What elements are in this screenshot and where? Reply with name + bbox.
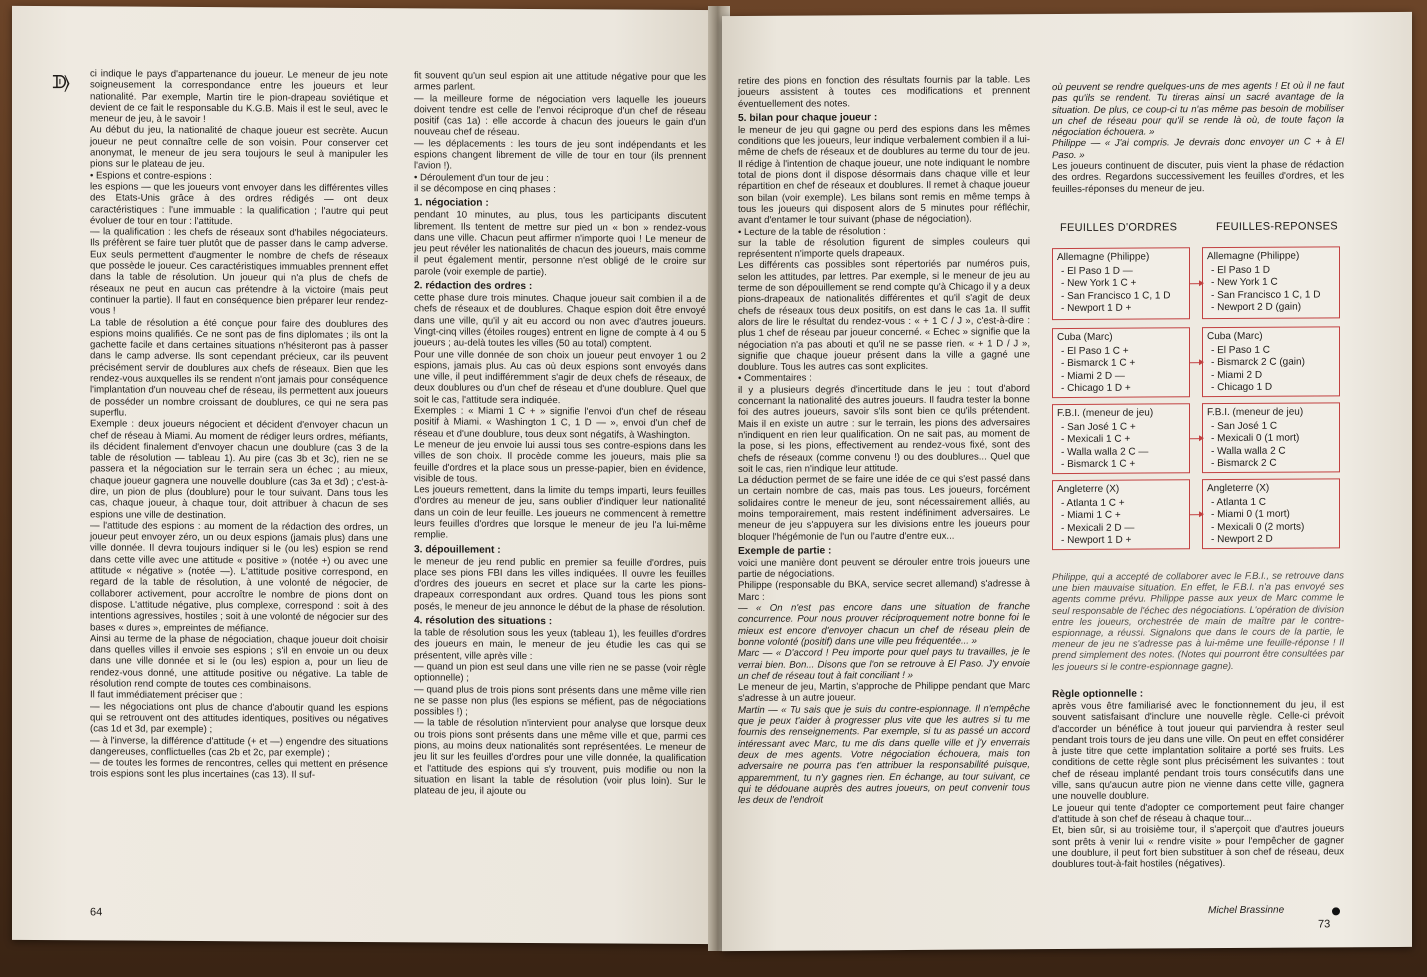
paragraph: Martin — « Tu sais que je suis du contre-espionnage. Il n'empêche que je peux t'aider à progresser plus vite que les autres si tu me fournis des renseignements. Par exemple, si tu as passé un accord intéressant avec Marc, tu me dis dans quelle ville et j'y enverrais deux de mes agents. Votre négociation échouera, mais ton adversaire ne pourra pas t'en attribuer la responsabilité puisque, apparemment, tu n'y gagnes rien. En échange, au tour suivant, ce qui te dédouane auprès des autres joueurs, on peut convenir tous les deux de l'endroit [738, 702, 1030, 807]
box-title: Cuba (Marc) [1207, 330, 1263, 343]
box-line: - Bismarck 2 C (gain) [1211, 356, 1305, 369]
box-title: Angleterre (X) [1207, 482, 1270, 495]
box-line: - New York 1 C + [1061, 277, 1137, 290]
box-line: - Miami 2 D — [1061, 370, 1125, 382]
page-number-left: 64 [90, 906, 103, 919]
box-title: Allemagne (Philippe) [1057, 251, 1150, 264]
box-line: - El Paso 1 D — [1061, 265, 1133, 278]
box-line: - El Paso 1 C + [1061, 345, 1129, 358]
end-bullet-icon [1332, 907, 1340, 915]
paragraph: où peuvent se rendre quelques-uns de mes agents ! Et où il ne faut pas qu'ils se rendent. Tu tireras ainsi un sacré avantage de la situation. De plus, ce coup-ci tu n'as même pas besoin de mobiliser un chef de réseau pour qu'il se rende là où, de toute façon la négociation échouera. » [1052, 80, 1344, 139]
paragraph: — la meilleure forme de négociation vers laquelle les joueurs doivent tendre est celle de l'envoi réciproque d'un chef de réseau positif (cas 1a) : elle accorde à chacun des joueurs le gain d'un nouveau chef de réseau. [414, 92, 706, 139]
paragraph: — l'attitude des espions : au moment de la rédaction des ordres, un joueur peut envoyer zéro, un ou deux espions (jamais plus) dans une ville donnée. Il devra toujours indiquer si le (ou les) espion se rend dans cette ville avec une attitude « positive » (notée +) ou avec une attitude « négative » (notée —). L'attitude positive correspond, en regard de la table de résolution, à une volonté de négocier, de collaborer activement, pour accroître le nombre de pions dont on dispose. L'attitude négative, plus complexe, correspond : soit à des intentions agressives, hostiles ; soit à une volonté de négocier sur des bases « dures », empreintes de méfiance. [90, 520, 388, 634]
box-title: F.B.I. (meneur de jeu) [1057, 407, 1154, 420]
box-line: - San Francisco 1 C, 1 D [1061, 289, 1171, 302]
paragraph: il se décompose en cinq phases : [414, 183, 556, 196]
paragraph: cette phase dure trois minutes. Chaque joueur sait combien il a de chefs de réseaux et de doublures. Chaque espion doit être envoyé dans une ville, qu'il y ait eu accord ou non avec d'autres joueurs. Vingt-cinq villes (étoiles rouges) entrent en ligne de compte à 4 ou 5 joueurs ; au-delà toutes les villes (50 au total) comptent. [414, 292, 706, 350]
box-line: - Chicago 1 D + [1061, 382, 1131, 394]
diagram-caption: Philippe, qui a accepté de collaborer avec le F.B.I., se retrouve dans une bien mauvaise situation. En effet, le F.B.I. n'a pas envoyé ses agents comme prévu. Philippe passe aux yeux de Marc comme le seul responsable de l'échec des négociations. L'opération de division entre les joueurs, orchestrée de main de maître par le contre-espionnage, a réussi. Signalons que dans le cours de la partie, le meneur de jeu ne s'adresse pas à lui-même une feuille-réponse ! Il prend simplement des notes. (Notes qui pourront être consultées par les joueurs si le contre-espionnage gagne). [1052, 570, 1344, 673]
paragraph: sur la table de résolution figurent de simples couleurs qui représentent n'importe quels drapeaux. [738, 236, 1030, 261]
box-line: - San Francisco 1 C, 1 D [1211, 289, 1321, 301]
answers-box [1202, 326, 1340, 397]
paragraph: voici une manière dont peuvent se dérouler entre trois joueurs une partie de négociations. [738, 556, 1030, 581]
paragraph: retire des pions en fonction des résultats fournis par la table. Les joueurs assistent à toutes ces modifications et prennent éventuellement des notes. [738, 74, 1030, 110]
answers-box [1202, 402, 1340, 473]
box-title: Cuba (Marc) [1057, 331, 1113, 344]
paragraph: Philippe (responsable du BKA, service secret allemand) s'adresse à Marc : [738, 578, 1030, 603]
answers-box [1202, 246, 1340, 319]
order-sheets-diagram [1052, 220, 1352, 562]
right-column-2-top [1052, 80, 1344, 195]
section-heading: 5. bilan pour chaque joueur : [738, 112, 878, 124]
paragraph: — la table de résolution n'intervient pour analyse que lorsque deux ou trois pions sont présents dans une même ville et que, parmi ces pions, au moins deux nationalités sont représentées. Le meneur de jeu lit sur les feuilles d'ordres pour une ville donnée, la qualification et l'attitude des espions qui s'y trouvent, puis modifie ou non la situation en lisant la table de résolution (voir plus loin). Sur le plateau de jeu, il ajoute ou [414, 717, 706, 798]
paragraph: Ainsi au terme de la phase de négociation, chaque joueur doit choisir dans quelles villes il envoie ses espions ; s'il en envoie un ou deux dans une ville donnée et si le (ou les) espion a, pour un lieu de rendez-vous donné, une attitude positive ou négative. La table de résolution rend compte de toutes ces combinaisons. [90, 633, 388, 691]
orders-heading: FEUILLES D'ORDRES [1060, 221, 1178, 235]
box-line: - Mexicali 1 C + [1061, 434, 1131, 446]
box-line: - Newport 1 D + [1061, 302, 1132, 314]
section-heading: Règle optionnelle : [1052, 688, 1144, 701]
box-line: - El Paso 1 D [1211, 264, 1270, 277]
right-page [722, 12, 1412, 951]
paragraph: la table de résolution sous les yeux (tableau 1), les feuilles d'ordres des joueurs en main, le meneur de jeu étudie les cas qui se présentent, ville après ville : [414, 627, 706, 662]
left-column-2 [414, 70, 706, 798]
paragraph: — de toutes les formes de rencontres, celles qui mettent en présence trois espions sont les plus incertaines (cas 13). Il suf- [90, 757, 388, 782]
right-column-1 [738, 74, 1030, 806]
box-line: - New York 1 C [1211, 277, 1278, 289]
box-line: - Chicago 1 D [1211, 381, 1273, 393]
box-line: - Bismarck 1 C + [1061, 357, 1136, 370]
box-line: - Atlanta 1 C + [1061, 497, 1125, 510]
paragraph: La déduction permet de se faire une idée de ce qui s'est passé dans un certain nombre de cas, mais pas tous. Les joueurs, forcément solidaires contre le meneur de jeu, sont nécessairement alliés, au moins temporairement, mais restent indéfiniment adversaires. Le meneur de jeu s'appuyera sur les divisions entre les joueurs pour bloquer l'hégémonie de l'un ou l'autre d'entre eux... [738, 473, 1030, 543]
paragraph: Philippe — « J'ai compris. Je devrais donc envoyer un C + à El Paso. » [1052, 136, 1344, 161]
box-line: - Bismarck 2 C [1211, 457, 1277, 469]
box-line: - Bismarck 1 C + [1061, 458, 1136, 470]
paragraph: Au début du jeu, la nationalité de chaque joueur est secrète. Aucun joueur ne peut connaître celle de son voisin. Pour conserver cet anonymat, le meneur de jeu sera toujours le seul à manipuler les pions sur le plateau de jeu. [90, 124, 388, 171]
paragraph: Il faut immédiatement préciser que : [90, 689, 243, 702]
section-heading: 1. négociation : [414, 197, 489, 210]
box-line: - Newport 1 D + [1061, 534, 1132, 546]
paragraph: le meneur de jeu qui gagne ou perd des espions dans les mêmes conditions que les joueurs, leur indique verbalement combien il a lui-même de chefs de réseaux et de doublures au terme du tour de jeu. Il rédige à l'intention de chaque joueur, une note indiquant le nombre total de pions dont il dispose désormais dans chaque ville et leur répartition en chef de réseaux et doublures. Il remet à chaque joueur son bilan (voir exemple). Les bilans sont remis en même temps à tous les joueurs qui disposent alors de 5 minutes pour réfléchir, avant d'entamer le tour suivant (phase de négociation). [738, 123, 1030, 227]
arrow-right-icon [1189, 283, 1203, 284]
box-title: Angleterre (X) [1057, 483, 1120, 496]
box-line: - Newport 2 D (gain) [1211, 301, 1302, 313]
orders-box [1052, 479, 1190, 550]
paragraph: Les différents cas possibles sont répertoriés par numéros puis, selon les attitudes, par lettres. Par exemple, si le meneur de jeu au terme de son dépouillement se rend compte qu'à Chicago il y a deux pions-drapeaux de nationalités différentes et qu'il s'agit de deux chefs de réseaux tous deux positifs, on est dans le cas 1a. Il suffit alors de lire le résultat du rendez-vous : « + 1 C / J », c'est-à-dire : plus 1 chef de réseau par joueur concerné. « Echec » signifie que la négociation n'a pas abouti et qu'il ne se passe rien. « + 1 D / J », signifie que chaque joueur présent dans la ville a gagné une doublure. Tous les autres cas sont explicites. [738, 258, 1030, 374]
paragraph: La table de résolution a été conçue pour faire des doublures des espions moins qualifiés. Ce ne sont pas de fins diplomates ; ils ont la gachette facile et dans certaines situations n'hésiteront pas à passer dans le camp adverse. Ils sont cependant précieux, car ils peuvent précisément servir de doublures aux chefs de réseaux. Bien que les rendez-vous auxquelles ils se rendent n'ont jamais pour conséquence l'implantation d'un nouveau chef de réseau, ils permettent aux joueurs de posséder un nombre croissant de doublures, ce qui ne sera pas superflu. [90, 316, 388, 419]
paragraph: • Déroulement d'un tour de jeu : [414, 171, 549, 184]
box-line: - Miami 2 D [1211, 369, 1263, 381]
box-line: - Miami 0 (1 mort) [1211, 509, 1290, 521]
paragraph: Exemples : « Miami 1 C + » signifie l'envoi d'un chef de réseau positif à Miami. « Washington 1 C, 1 D — », envoi d'un chef de réseau et d'une doublure, tous deux sont négatifs, à Washington. [414, 405, 706, 441]
paragraph: Le meneur de jeu envoie lui aussi tous ses contre-espions dans les villes de son choix. Il procède comme les joueurs, mais plie sa feuille d'ordres et la place sous un presse-papier, bien en évidence, visible de tous. [414, 439, 706, 485]
box-line: - Newport 2 D [1211, 533, 1273, 545]
box-line: - San José 1 C + [1061, 421, 1136, 434]
paragraph: fit souvent qu'un seul espion ait une attitude négative pour que les armes parlent. [414, 70, 706, 93]
page-number-right: 73 [1318, 918, 1331, 931]
box-line: - Walla walla 2 C — [1061, 446, 1149, 458]
box-line: - El Paso 1 C [1211, 344, 1270, 357]
paragraph: les espions — que les joueurs vont envoyer dans les différentes villes des Etats-Unis grâce à des ordres rédigés — ont deux caractéristiques : l'une immuable : la qualification ; l'autre qui peut évoluer de tour en tour : l'attitude. [90, 181, 388, 228]
paragraph: — quand un pion est seul dans une ville rien ne se passe (voir règle optionnelle) ; [414, 661, 706, 684]
box-title: F.B.I. (meneur de jeu) [1207, 406, 1304, 419]
box-line: - Walla walla 2 C [1211, 445, 1286, 457]
box-title: Allemagne (Philippe) [1207, 250, 1300, 263]
answers-heading: FEUILLES-REPONSES [1216, 220, 1338, 234]
box-line: - Mexicali 0 (1 mort) [1211, 432, 1300, 445]
paragraph: Le joueur qui tente d'adopter ce comportement peut faire changer d'attitude à son chef de réseau à chaque tour... [1052, 800, 1344, 826]
paragraph: il y a plusieurs degrés d'incertitude dans le jeu : tout d'abord concernant la nationalité des autres joueurs. Il faudra tester la bonne foi des autres joueurs, savoir s'ils sont bien ce qu'ils prétendent. Mais il en existe un autre : sur le terrain, les pions des adversaires n'indiquent en rien leur qualification. On ne sait pas, au moment de la pose, si les pions, effectivement au rendez-vous fixé, sont des chefs de réseaux (comme convenu !) ou des doublures... Quel que soit le cas, rien n'indique leur attitude. [738, 382, 1030, 475]
paragraph: — les déplacements : les tours de jeu sont indépendants et les espions changent librement de ville de tour en tour (ils prennent l'avion !). [414, 138, 706, 172]
paragraph: — à l'inverse, la différence d'attitude (+ et —) engendre des situations dangereuses, conflictuelles (cas 2b et 2c, par exemple) ; [90, 734, 388, 759]
paragraph: Les joueurs continuent de discuter, puis vient la phase de rédaction des ordres. Regardons successivement les feuilles d'ordres, et les feuilles-réponses du meneur de jeu. [1052, 159, 1344, 195]
paragraph: Marc — « D'accord ! Peu importe pour quel pays tu travailles, je le verrai bien. Bon... Disons que l'on se retrouve à El Paso. J'y envoie un chef de réseau tout à fait conciliant ! » [738, 646, 1030, 682]
right-column-2-bottom [1052, 684, 1344, 870]
box-line: - Miami 1 C + [1061, 510, 1121, 522]
section-heading: 4. résolution des situations : [414, 615, 553, 628]
left-page [12, 6, 720, 944]
paragraph: Pour une ville donnée de son choix un joueur peut envoyer 1 ou 2 espions, jamais plus. Au cas où deux espions sont envoyés dans une ville, il peut indifféremment s'agir de deux chefs de réseaux, de deux doublures ou d'un chef de réseau et d'une doublure. Quel que soit le cas, l'attitude sera indiquée. [414, 348, 706, 406]
paragraph: Le meneur de jeu, Martin, s'approche de Philippe pendant que Marc s'adresse à un autre joueur. [738, 680, 1030, 705]
left-column-1 [90, 68, 388, 782]
paragraph: après vous être familiarisé avec le fonctionnement du jeu, il est souvent satisfaisant d'inclure une nouvelle règle. Celle-ci prévoit d'accorder un bénéfice à tout joueur qui parviendra à rester seul pendant trois tours de jeu dans une ville. On peut en effet considérer à juste titre que cette implantation solitaire a porté ses fruits. Les conditions de cette règle sont plus précisément les suivantes : tout chef de réseau implanté pendant trois tours consécutifs dans une ville, sans qu'aucun autre pion ne vienne dans cette ville, gagnera une nouvelle doublure. [1052, 699, 1344, 803]
paragraph: Les joueurs remettent, dans la limite du temps imparti, leurs feuilles d'ordres au meneur de jeu, sans oublier d'indiquer leur nationalité dans un coin de leur feuille. Les joueurs ne commencent à remettre leurs feuilles d'ordres que lorsque le meneur de jeu l'a lui-même remplie. [414, 484, 706, 541]
arrow-right-icon [1189, 514, 1203, 515]
paragraph: — la qualification : les chefs de réseaux sont d'habiles négociateurs. Ils préfèrent se faire tuer plutôt que de passer dans le camp adverse. Eux seuls permettent d'augmenter le nombre de chefs de réseaux que possède le joueur. Ces caractéristiques immuables prennent effet dans la table de résolution. Un joueur qui n'a plus de chefs de réseaux ne peut en aucun cas prétendre à la victoire (mais peut continuer la partie). Il faut en conséquence bien préparer leur rendez-vous ! [90, 226, 388, 317]
answers-box [1202, 478, 1340, 549]
arrow-right-icon [1189, 362, 1203, 363]
orders-box [1052, 403, 1190, 474]
orders-box [1052, 327, 1190, 398]
paragraph: — quand plus de trois pions sont présents dans une même ville rien ne se passe non plus (les espions se méfient, pas de négociations possibles !) ; [414, 683, 706, 718]
box-line: - Atlanta 1 C [1211, 496, 1267, 509]
box-line: - San José 1 C [1211, 420, 1278, 433]
paragraph: — « On n'est pas encore dans une situation de franche concurrence. Pour nous prouver réciproquement notre bonne foi le mieux est encore d'envoyer chacun un chef de réseau plein de bonne volonté (positif) dans une ville peu fréquentée... » [738, 601, 1030, 648]
paragraph: • Lecture de la table de résolution : [738, 225, 886, 238]
box-line: - Mexicali 2 D — [1061, 522, 1135, 534]
box-line: - Mexicali 0 (2 morts) [1211, 521, 1305, 533]
paragraph: ci indique le pays d'appartenance du joueur. Le meneur de jeu note soigneusement la correspondance entre les joueurs et leur nationalité. Par exemple, Martin tire le pion-drapeau soviétique et devient de ce fait le responsable du K.G.B. Mais il est le seul, avec le meneur de jeu, à le savoir ! [90, 68, 388, 126]
paragraph: le meneur de jeu rend public en premier sa feuille d'ordres, puis place ses pions FBI dans les villes indiquées. Il ouvre les feuilles d'ordres des joueurs en secret et place sur la carte les pions-drapeaux correspondant aux ordres. Quand tous les pions sont posés, le meneur de jeu annonce le début de la phase de résolution. [414, 555, 706, 614]
paragraph: Exemple : deux joueurs négocient et décident d'envoyer chacun un chef de réseau à Miami. Au moment de rédiger leurs ordres, méfiants, ils décident finalement d'envoyer chacun une doublure (cas 3 de la table de résolution — tableau 1). Au pire (cas 3b et 3c), rien ne se passera et la négociation sur le terrain sera un échec ; au mieux, chaque joueur gagnera une nouvelle doublure (cas 3a et 3d) ; c'est-à-dire, un pion de plus (doublure) pour le tour suivant. Dans tous les cas, chaque joueur, à chaque tour, doit attribuer à chacun de ses espions une ville de destination. [90, 418, 388, 521]
paragraph: • Espions et contre-espions : [90, 169, 212, 182]
paragraph: pendant 10 minutes, au plus, tous les participants discutent librement. Ils tentent de mettre sur pied un « bon » rendez-vous dans une ville. Chacun peut affirmer n'importe quoi ! Le meneur de jeu peut révéler les nationalités de chacun des joueurs, mais comme il peut également mentir, personne n'est obligé de le croire sur parole (voir exemple de partie). [414, 209, 706, 278]
section-heading: Exemple de partie : [738, 545, 832, 557]
paragraph: • Commentaires : [738, 372, 812, 385]
section-heading: 2. rédaction des ordres : [414, 280, 533, 293]
arrow-right-icon [1189, 438, 1203, 439]
paragraph: Et, bien sûr, si au troisième tour, il s'aperçoit que d'autres joueurs sont prêts à venir lui « rendre visite » pour l'empêcher de gagner une doublure, il peut fort bien substituer à son chef de réseau, deux doublures tout-à-fait hostiles (négatives). [1052, 823, 1344, 871]
author-signature: Michel Brassinne [1208, 904, 1285, 917]
section-heading: 3. dépouillement : [414, 543, 501, 556]
section-logo-icon: ᗫ⟩ [52, 72, 67, 93]
orders-box [1052, 247, 1190, 320]
paragraph: — les négociations ont plus de chance d'aboutir quand les espions qui se retrouvent ont des attitudes identiques, positives ou négatives (cas 1d et 3d, par exemple) ; [90, 700, 388, 736]
